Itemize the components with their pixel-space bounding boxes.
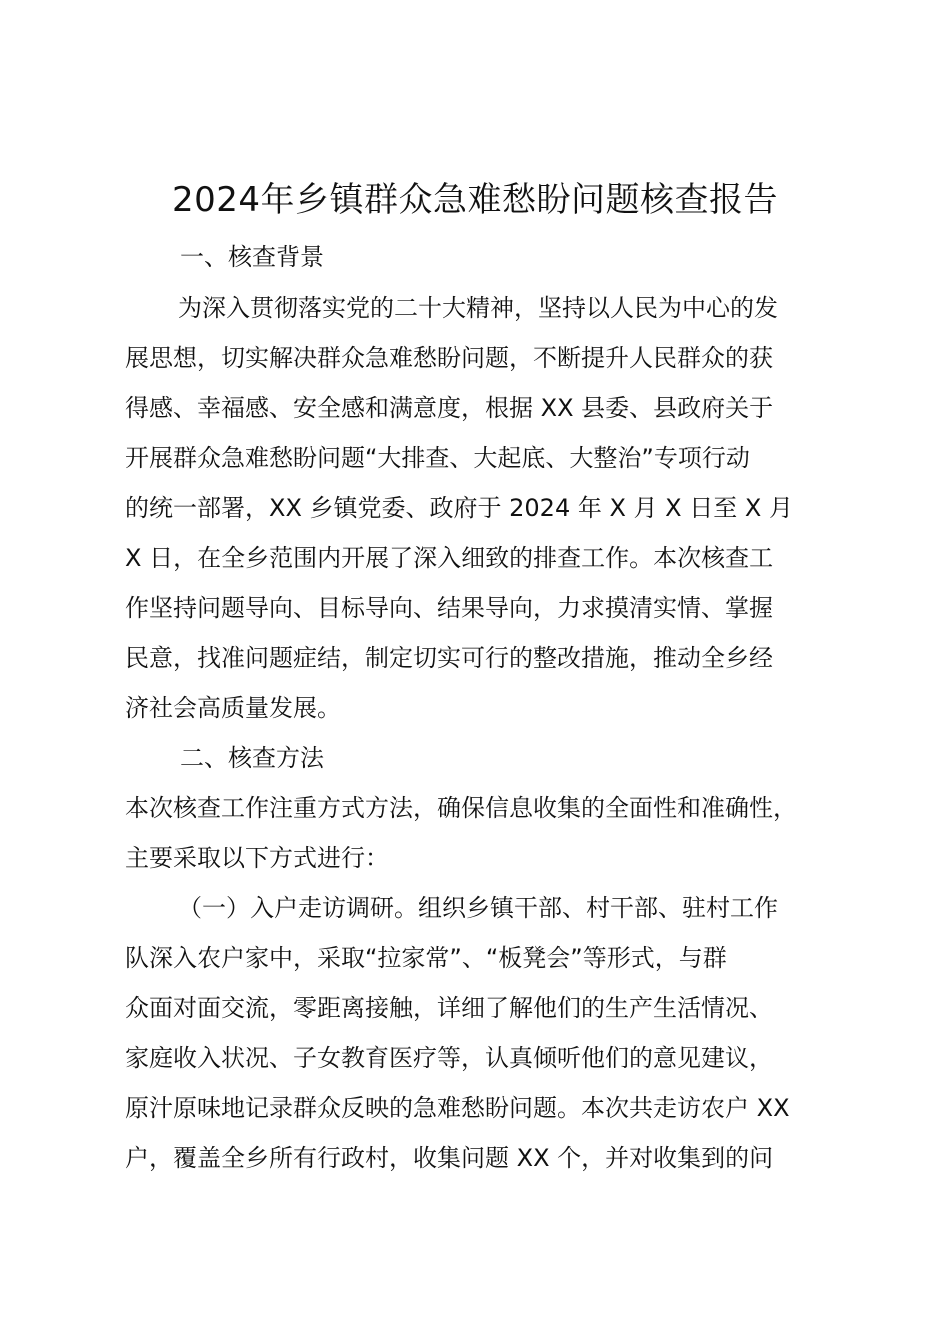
paragraph-line: 原汁原味地记录群众反映的急难愁盼问题。本次共走访农户 XX (125, 1094, 790, 1122)
paragraph-line: 户，覆盖全乡所有行政村，收集问题 XX 个，并对收集到的问 (125, 1144, 774, 1172)
paragraph-line: 为深入贯彻落实党的二十大精神，坚持以人民为中心的发 (178, 294, 778, 322)
paragraph-line: X 日，在全乡范围内开展了深入细致的排查工作。本次核查工 (125, 544, 774, 572)
document-title: 2024年乡镇群众急难愁盼问题核查报告 (171, 180, 779, 220)
paragraph-line: 作坚持问题导向、目标导向、结果导向，力求摸清实情、掌握 (125, 594, 773, 622)
paragraph-line: 主要采取以下方式进行： (125, 844, 389, 872)
paragraph-line: 开展群众急难愁盼问题“大排查、大起底、大整治”专项行动 (125, 444, 750, 472)
section-heading-method: 二、核查方法 (180, 744, 324, 772)
paragraph-line: 得感、幸福感、安全感和满意度，根据 XX 县委、县政府关于 (125, 394, 774, 422)
paragraph-line: 队深入农户家中，采取“拉家常”、“板凳会”等形式，与群 (125, 944, 727, 972)
paragraph-line: 家庭收入状况、子女教育医疗等，认真倾听他们的意见建议， (125, 1044, 773, 1072)
paragraph-line: 展思想，切实解决群众急难愁盼问题，不断提升人民群众的获 (125, 344, 773, 372)
paragraph-line: 众面对面交流，零距离接触，详细了解他们的生产生活情况、 (125, 994, 773, 1022)
paragraph-line: 本次核查工作注重方式方法，确保信息收集的全面性和准确性， (125, 794, 797, 822)
paragraph-line: （一）入户走访调研。组织乡镇干部、村干部、驻村工作 (178, 894, 778, 922)
paragraph-line: 的统一部署，XX 乡镇党委、政府于 2024 年 X 月 X 日至 X 月 (125, 494, 793, 522)
paragraph-line: 济社会高质量发展。 (125, 694, 341, 722)
section-heading-background: 一、核查背景 (180, 243, 324, 271)
paragraph-line: 民意，找准问题症结，制定切实可行的整改措施，推动全乡经 (125, 644, 773, 672)
